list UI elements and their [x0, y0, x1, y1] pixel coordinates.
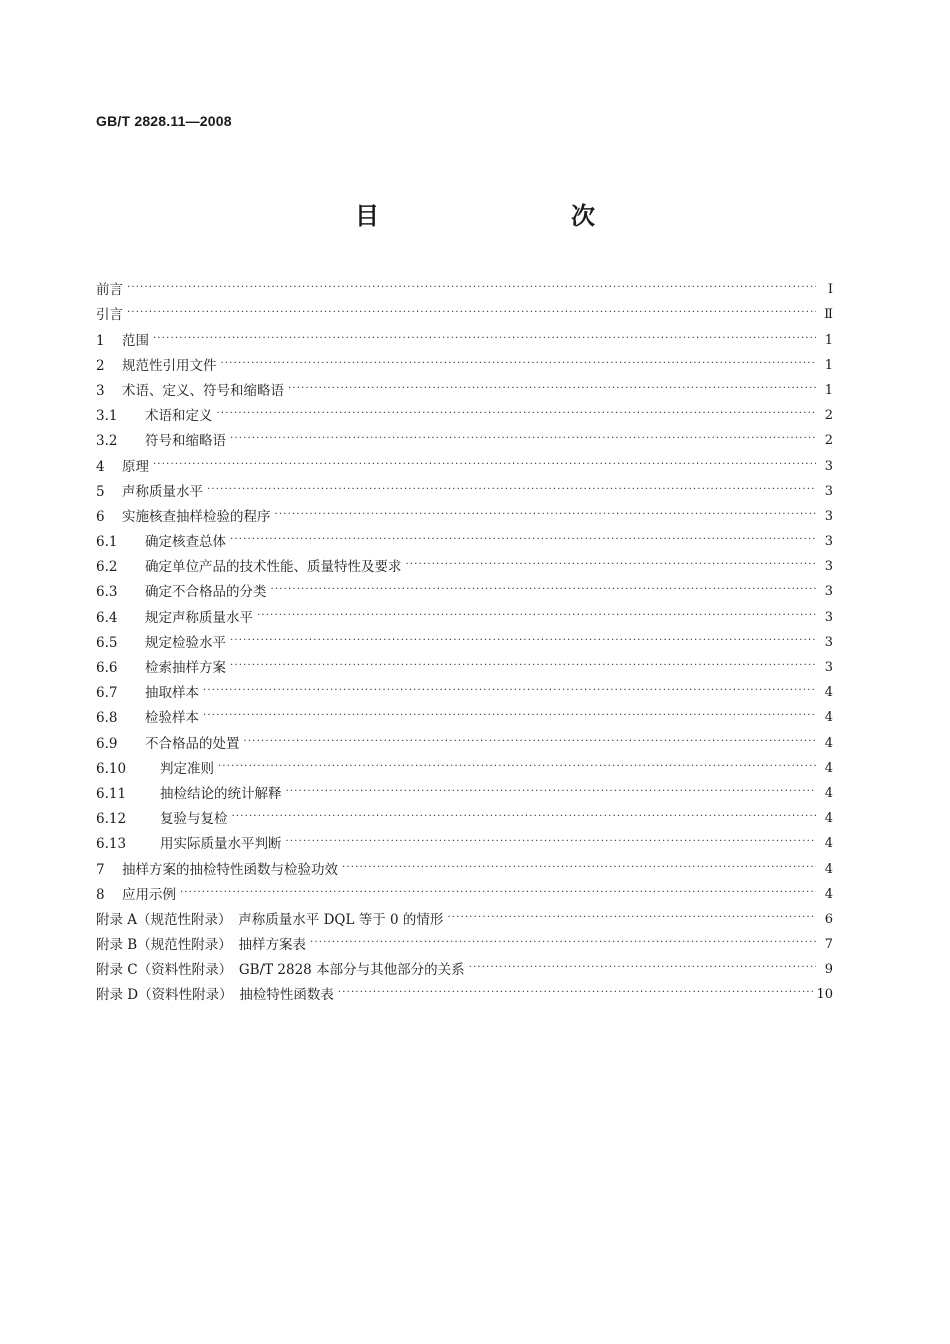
toc-entry-number: 5 [96, 483, 105, 500]
toc-entry-title: 术语和定义 [145, 408, 213, 425]
toc-entry[interactable] [96, 551, 833, 576]
toc-entry[interactable] [96, 677, 833, 702]
toc-entry[interactable] [96, 274, 833, 299]
toc-entry-page: 1 [824, 332, 833, 348]
toc-entry-page: 3 [824, 458, 833, 474]
toc-dot-leader [217, 405, 817, 423]
toc-entry-title: 用实际质量水平判断 [160, 836, 282, 853]
toc-entry-page: 1 [824, 357, 833, 373]
toc-entry[interactable] [96, 299, 833, 324]
toc-entry-page: 3 [824, 483, 833, 499]
toc-dot-leader [230, 430, 816, 448]
toc-entry[interactable] [96, 601, 833, 626]
toc-entry-title: 检索抽样方案 [145, 660, 226, 676]
toc-entry-title: 术语、定义、符号和缩略语 [122, 382, 284, 399]
toc-entry-title: 符号和缩略语 [145, 433, 226, 450]
toc-entry[interactable] [96, 753, 833, 778]
toc-dot-leader [406, 556, 817, 574]
toc-dot-leader [153, 456, 816, 474]
toc-entry[interactable] [96, 350, 833, 375]
standard-number-header: GB/T 2828.11—2008 [96, 113, 232, 129]
toc-entry[interactable] [96, 324, 833, 349]
toc-entry-number: 6.5 [96, 634, 118, 651]
toc-entry-title: 引言 [96, 307, 123, 324]
toc-entry-title: 确定不合格品的分类 [145, 584, 267, 601]
toc-dot-leader [275, 506, 817, 524]
toc-entry-page: 3 [824, 609, 833, 625]
toc-entry[interactable] [96, 778, 833, 803]
toc-entry[interactable] [96, 476, 833, 501]
toc-entry-page: 9 [824, 962, 833, 978]
toc-entry-number: 1 [96, 332, 105, 349]
toc-dot-leader [230, 632, 816, 650]
toc-dot-leader [469, 959, 816, 977]
toc-entry-page: 3 [824, 584, 833, 600]
toc-entry-number: 6.4 [96, 609, 118, 626]
toc-dot-leader [342, 859, 816, 877]
toc-entry-number: 6.11 [96, 785, 127, 802]
toc-entry[interactable] [96, 400, 833, 425]
toc-entry-title: 判定准则 [160, 760, 214, 777]
toc-entry-page: 4 [824, 710, 833, 726]
toc-entry[interactable] [96, 727, 833, 752]
toc-dot-leader [180, 884, 816, 902]
toc-dot-leader [271, 581, 817, 599]
toc-entry-number: 3.2 [96, 433, 118, 450]
toc-dot-leader [230, 531, 816, 549]
toc-entry-page: Ⅱ [824, 307, 833, 323]
toc-entry-page: 4 [824, 861, 833, 877]
toc-entry[interactable] [96, 904, 833, 929]
toc-dot-leader [127, 279, 816, 297]
toc-entry-title: 声称质量水平 [122, 483, 203, 500]
toc-entry-page: 4 [824, 685, 833, 701]
toc-entry-title: 规范性引用文件 [122, 357, 217, 374]
toc-entry-number: 6.7 [96, 685, 118, 702]
toc-entry[interactable] [96, 879, 833, 904]
toc-entry-page: 4 [824, 811, 833, 827]
toc-entry[interactable] [96, 979, 833, 1004]
toc-entry-page: Ⅰ [827, 282, 833, 298]
toc-entry-number: 4 [96, 458, 105, 475]
toc-entry-page: 4 [824, 785, 833, 801]
toc-entry[interactable] [96, 803, 833, 828]
toc-entry-page: 3 [824, 534, 833, 550]
toc-entry[interactable] [96, 929, 833, 954]
toc-entry-title: 不合格品的处置 [145, 735, 240, 752]
toc-entry-number: 6 [96, 508, 105, 525]
toc-dot-leader [207, 481, 816, 499]
toc-entry-number: 6.13 [96, 836, 127, 853]
toc-entry-title: 原理 [122, 458, 149, 475]
toc-entry-page: 10 [816, 987, 833, 1003]
table-of-contents [96, 274, 833, 1004]
toc-entry-page: 7 [824, 937, 833, 953]
toc-dot-leader [230, 657, 816, 675]
toc-dot-leader [203, 707, 816, 725]
toc-entry-title: 附录 D（资料性附录） 抽检特性函数表 [96, 987, 334, 1004]
toc-dot-leader [203, 682, 816, 700]
toc-entry[interactable] [96, 954, 833, 979]
toc-dot-leader [288, 380, 816, 398]
toc-entry-number: 6.8 [96, 710, 118, 727]
toc-entry-number: 3.1 [96, 408, 118, 425]
toc-entry-number: 8 [96, 886, 105, 903]
toc-dot-leader [338, 984, 814, 1002]
toc-entry-number: 2 [96, 357, 105, 374]
toc-entry-number: 6.6 [96, 660, 118, 676]
toc-dot-leader [221, 355, 817, 373]
toc-entry-title: 确定核查总体 [145, 534, 226, 551]
toc-entry-page: 6 [824, 911, 833, 927]
toc-entry-page: 4 [824, 735, 833, 751]
toc-entry[interactable] [96, 501, 833, 526]
toc-entry[interactable] [96, 828, 833, 853]
toc-entry-title: 规定声称质量水平 [145, 609, 253, 626]
toc-entry-page: 4 [824, 886, 833, 902]
toc-entry-title: 范围 [122, 332, 149, 349]
toc-entry-number: 6.2 [96, 559, 118, 576]
toc-entry-page: 4 [824, 760, 833, 776]
toc-entry-title: 规定检验水平 [145, 634, 226, 651]
toc-entry-number: 7 [96, 861, 105, 878]
toc-entry-page: 2 [824, 433, 833, 449]
toc-entry[interactable] [96, 450, 833, 475]
toc-dot-leader [447, 909, 816, 927]
toc-dot-leader [286, 783, 817, 801]
toc-entry-page: 3 [824, 559, 833, 575]
toc-entry-number: 6.12 [96, 811, 127, 828]
toc-entry-page: 3 [824, 660, 833, 675]
toc-entry-title: 确定单位产品的技术性能、质量特性及要求 [145, 559, 402, 576]
toc-dot-leader [244, 733, 817, 751]
toc-entry[interactable] [96, 853, 833, 878]
toc-entry[interactable] [96, 652, 833, 677]
toc-entry-title: 检验样本 [145, 710, 199, 727]
toc-dot-leader [127, 304, 816, 322]
toc-entry-title: 附录 C（资料性附录） GB/T 2828 本部分与其他部分的关系 [96, 962, 465, 979]
toc-entry-title: 附录 B（规范性附录） 抽样方案表 [96, 937, 306, 954]
toc-entry[interactable] [96, 576, 833, 601]
toc-dot-leader [153, 330, 816, 348]
toc-entry-page: 4 [824, 836, 833, 852]
toc-entry-title: 抽检结论的统计解释 [160, 785, 282, 802]
toc-dot-leader [286, 833, 817, 851]
toc-entry-title: 复验与复检 [160, 811, 228, 828]
toc-entry-title: 前言 [96, 282, 123, 299]
toc-entry-title: 应用示例 [122, 886, 176, 903]
toc-entry-title: 抽取样本 [145, 685, 199, 702]
toc-entry-number: 3 [96, 382, 105, 399]
toc-entry-page: 3 [824, 634, 833, 650]
toc-entry[interactable] [96, 425, 833, 450]
toc-entry-title: 实施核查抽样检验的程序 [122, 508, 271, 525]
toc-entry-title: 附录 A（规范性附录） 声称质量水平 DQL 等于 0 的情形 [96, 911, 444, 928]
toc-entry[interactable] [96, 526, 833, 551]
toc-entry-number: 6.1 [96, 534, 118, 551]
toc-dot-leader [257, 607, 816, 625]
toc-entry-number: 6.3 [96, 584, 118, 601]
toc-entry-page: 1 [824, 382, 833, 398]
toc-dot-leader [218, 758, 816, 776]
toc-dot-leader [232, 808, 817, 826]
page-title: 目 次 [355, 202, 643, 230]
toc-entry-page: 2 [824, 408, 833, 424]
toc-entry[interactable] [96, 627, 833, 652]
toc-entry-title: 抽样方案的抽检特性函数与检验功效 [122, 861, 338, 878]
toc-entry-page: 3 [824, 508, 833, 524]
toc-entry-number: 6.9 [96, 735, 118, 752]
toc-entry-number: 6.10 [96, 760, 127, 777]
toc-entry[interactable] [96, 375, 833, 400]
toc-entry[interactable] [96, 702, 833, 727]
toc-dot-leader [310, 934, 816, 952]
